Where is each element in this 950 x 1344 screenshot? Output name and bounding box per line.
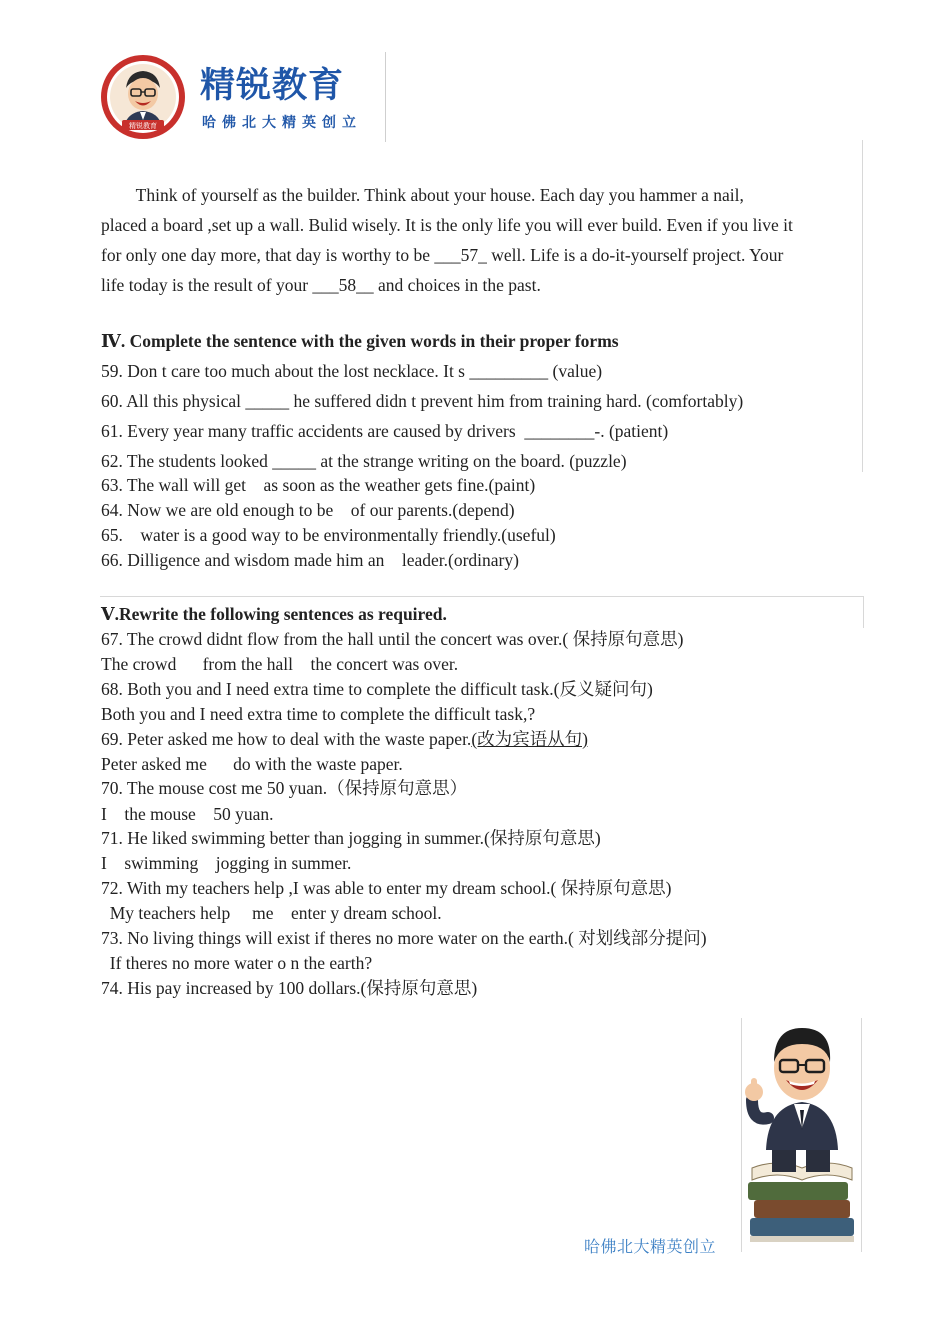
badge-label: 精锐教育: [129, 122, 157, 130]
question-item: 65. water is a good way to be environmentally friendly.(useful): [101, 525, 556, 545]
question-item: 59. Don t care too much about the lost necklace. It s _________ (value): [101, 361, 603, 381]
footer-brand-text: 哈佛北大精英创立: [584, 1237, 717, 1256]
question-item: 72. With my teachers help ,I was able to enter my dream school.( 保持原句意思): [101, 878, 672, 898]
question-item: 60. All this physical _____ he suffered didn t prevent him from training hard. (comfortably): [101, 391, 744, 411]
passage-line: for only one day more, that day is worthy to be ___57_ well. Life is a do-it-yourself project. Your: [101, 245, 784, 265]
question-item: 71. He liked swimming better than jogging in summer.(保持原句意思): [101, 828, 601, 848]
teacher-thumbs-up-mascot-icon: [742, 1018, 862, 1254]
question-item: 67. The crowd didnt flow from the hall until the concert was over.( 保持原句意思): [101, 629, 684, 649]
logo-title: 精锐教育: [200, 66, 345, 106]
passage-line: life today is the result of your ___58__ and choices in the past.: [101, 275, 541, 295]
brand-logo: [98, 52, 388, 144]
section-5-heading: Ⅴ.Rewrite the following sentences as required.: [101, 604, 447, 624]
passage-line: Think of yourself as the builder. Think about your house. Each day you hammer a nail,: [101, 185, 744, 205]
question-item: 61. Every year many traffic accidents are caused by drivers ________-. (patient): [101, 421, 669, 441]
question-text: 69. Peter asked me how to deal with the waste paper.: [101, 729, 472, 749]
frame-line-right-mid: [863, 596, 864, 628]
teacher-avatar-icon: [100, 54, 186, 140]
question-item: 73. No living things will exist if theres no more water on the earth.( 对划线部分提问): [101, 928, 707, 948]
answer-line: The crowd from the hall the concert was over.: [101, 654, 459, 674]
question-item: [101, 728, 588, 750]
passage-line: placed a board ,set up a wall. Bulid wisely. It is the only life you will ever build. Even if you live it: [101, 215, 793, 235]
logo-subtitle: 哈佛北大精英创立: [202, 115, 362, 131]
question-item: 62. The students looked _____ at the strange writing on the board. (puzzle): [101, 451, 627, 471]
frame-line-section5-top: [100, 596, 864, 597]
answer-line: Both you and I need extra time to complete the difficult task,?: [101, 704, 536, 724]
question-item: 70. The mouse cost me 50 yuan.（保持原句意思）: [101, 778, 468, 798]
question-item: 68. Both you and I need extra time to complete the difficult task.(反义疑问句): [101, 679, 653, 699]
question-item: 63. The wall will get as soon as the weather gets fine.(paint): [101, 475, 536, 495]
reading-passage: [101, 180, 866, 300]
underlined-instruction: (改为宾语从句): [471, 729, 588, 749]
answer-line: Peter asked me do with the waste paper.: [101, 754, 403, 774]
question-item: 74. His pay increased by 100 dollars.(保持原句意思): [101, 978, 478, 998]
answer-line: If theres no more water o n the earth?: [101, 953, 373, 973]
question-item: 66. Dilligence and wisdom made him an leader.(ordinary): [101, 550, 519, 570]
answer-line: My teachers help me enter y dream school.: [101, 903, 442, 923]
section-4-heading: Ⅳ. Complete the sentence with the given words in their proper forms: [101, 331, 619, 351]
question-item: 64. Now we are old enough to be of our parents.(depend): [101, 500, 515, 520]
answer-line: I swimming jogging in summer.: [101, 853, 352, 873]
answer-line: I the mouse 50 yuan.: [101, 804, 274, 824]
header-divider: [385, 52, 386, 142]
